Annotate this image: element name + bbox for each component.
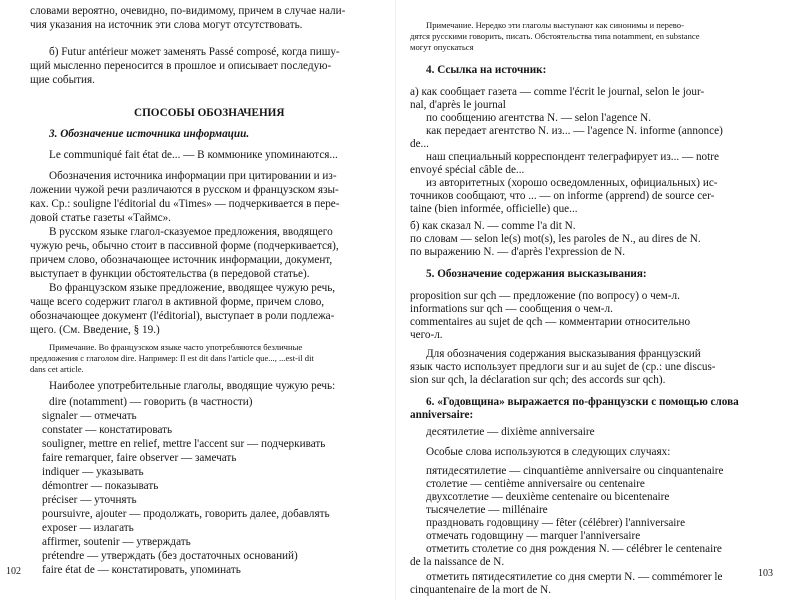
- text-line: язык часто использует предлоги sur и au sujet de (ср.: une discus-: [410, 361, 716, 373]
- text-line: proposition sur qch — предложение (по вопросу) о чем-л.: [410, 290, 680, 302]
- text-line: обозначающее документ (l'éditorial), выступает в роли подлежа-: [30, 310, 335, 322]
- text-line: а) как сообщает газета — comme l'écrit le journal, selon le jour-: [410, 86, 705, 98]
- list-item: de la naissance de N.: [410, 556, 505, 568]
- list-item: indiquer — указывать: [42, 466, 144, 478]
- text-line: чия указания на источник эти слова могут отсутствовать.: [30, 19, 303, 31]
- list-item: праздновать годовщину — fêter (célébrer) l'anniversaire: [426, 517, 686, 529]
- text-line: словами вероятно, очевидно, по-видимому, причем в случае нали-: [30, 5, 346, 17]
- list-item: constater — констатировать: [42, 424, 173, 436]
- list-item: faire état de — констатировать, упоминать: [42, 564, 241, 576]
- text-line: по сообщению агентства N. — selon l'agence N.: [426, 112, 651, 124]
- list-item: souligner, mettre en relief, mettre l'accent sur — подчеркивать: [42, 438, 326, 450]
- text-line: sion sur qch, la déclaration sur qch; des accords sur qch).: [410, 374, 666, 386]
- subsection-heading: anniversaire:: [410, 409, 474, 421]
- list-item: faire remarquer, faire observer — замечать: [42, 452, 237, 464]
- list-item: столетие — centième anniversaire ou centenaire: [426, 478, 645, 490]
- text-line: причем слово, обозначающее источник информации, документ,: [30, 254, 333, 266]
- list-item: prétendre — утверждать (без достаточных оснований): [42, 550, 298, 562]
- list-item: двухсотлетие — deuxième centenaire ou bicentenaire: [426, 491, 670, 503]
- right-page: [396, 0, 793, 600]
- text-line: наш специальный корреспондент телеграфирует из... — notre: [426, 151, 719, 163]
- list-item: affirmer, soutenir — утверждать: [42, 536, 191, 548]
- text-line: как передает агентство N. из... — l'agence N. informe (annonce): [426, 125, 723, 137]
- list-item: пятидесятилетие — cinquantième anniversaire ou cinquantenaire: [426, 465, 724, 477]
- list-item: отметить столетие со дня рождения N. — célébrer le centenaire: [426, 543, 722, 555]
- text-line: Le communiqué fait état de... — В коммюнике упоминаются...: [49, 149, 338, 161]
- note-line: dans cet article.: [30, 364, 84, 374]
- list-item: cinquantenaire de la mort de N.: [410, 584, 552, 596]
- text-line: щего. (См. Введение, § 19.): [30, 324, 160, 336]
- left-page: [0, 0, 396, 600]
- list-item: préciser — уточнять: [42, 494, 137, 506]
- text-line: ложении чужой речи различаются в русском и французском язы-: [30, 184, 339, 196]
- subsection-heading: 6. «Годовщина» выражается по-французски с помощью слова: [426, 396, 739, 408]
- text-line: чаще всего содержит глагол в активной форме, причем слово,: [30, 296, 325, 308]
- text-line: щий мысленно переносится в прошлое и описывает последую-: [30, 60, 332, 72]
- text-line: informations sur qch — сообщения о чем-л.: [410, 303, 613, 315]
- text-line: по выражению N. — d'après l'expression de N.: [410, 246, 626, 258]
- text-line: В русском языке глагол-сказуемое предложения, вводящего: [49, 226, 333, 238]
- text-line: довой статье газеты «Таймс».: [30, 212, 171, 224]
- note-line: предложения с глаголом dire. Например: Il est dit dans l'article que..., ...est-il dit: [30, 353, 314, 363]
- list-item: exposer — излагать: [42, 522, 134, 534]
- text-line: Наиболее употребительные глаголы, вводящие чужую речь:: [49, 380, 336, 392]
- text-line: Во французском языке предложение, вводящее чужую речь,: [49, 282, 336, 294]
- text-line: точников сообщают, что ... — on informe (apprend) de source cer-: [410, 190, 715, 202]
- text-line: commentaires au sujet de qch — комментарии относительно: [410, 316, 691, 328]
- section-heading: СПОСОБЫ ОБОЗНАЧЕНИЯ: [134, 107, 285, 119]
- text-line: Особые слова используются в следующих случаях:: [426, 446, 671, 458]
- text-line: nal, d'après le journal: [410, 99, 506, 111]
- text-line: из авторитетных (хорошо осведомленных, официальных) ис-: [426, 177, 718, 189]
- text-line: Для обозначения содержания высказывания французский: [426, 348, 701, 360]
- text-line: чего-л.: [410, 329, 443, 341]
- list-item: отмечать годовщину — marquer l'anniversaire: [426, 530, 641, 542]
- note-line: Примечание. Нередко эти глаголы выступают как синонимы и перево-: [426, 20, 684, 30]
- subsection-heading: 3. Обозначение источника информации.: [49, 128, 250, 140]
- note-line: могут опускаться: [410, 42, 474, 52]
- text-line: ках. Ср.: souligne l'éditorial du «Times» — подчеркивается в пере-: [30, 198, 340, 210]
- subsection-heading: 5. Обозначение содержания высказывания:: [426, 268, 647, 280]
- text-line: чужую речь, обычно стоит в пассивной форме (подчеркивается),: [30, 240, 339, 252]
- text-line: б) как сказал N. — comme l'a dit N.: [410, 220, 576, 232]
- text-line: б) Futur antérieur может заменять Passé composé, когда пишу-: [49, 46, 340, 58]
- text-line: de...: [410, 138, 429, 150]
- note-line: дятся русскими говорить, писать. Обстоятельства типа notamment, en substance: [410, 31, 700, 41]
- text-line: taine (bien informée, officielle) que...: [410, 203, 578, 215]
- text-line: по словам — selon le(s) mot(s), les paroles de N., au dires de N.: [410, 233, 701, 245]
- list-item: signaler — отмечать: [42, 410, 137, 422]
- list-item: отметить пятидесятилетие со дня смерти N. — commémorer le: [426, 571, 723, 583]
- list-item: тысячелетие — millénaire: [426, 504, 548, 516]
- page-number: 103: [758, 568, 773, 579]
- list-item: poursuivre, ajouter — продолжать, говорить далее, добавлять: [42, 508, 330, 520]
- page-number: 102: [6, 566, 21, 577]
- list-item: démontrer — показывать: [42, 480, 159, 492]
- text-line: Обозначения источника информации при цитировании и из-: [49, 170, 337, 182]
- text-line: десятилетие — dixième anniversaire: [426, 426, 595, 438]
- text-line: envoyé spécial câble de...: [410, 164, 525, 176]
- text-line: щие события.: [30, 74, 95, 86]
- list-item: dire (notamment) — говорить (в частности): [49, 396, 253, 408]
- text-line: выступает в функции обстоятельства (в передовой статье).: [30, 268, 310, 280]
- subsection-heading: 4. Ссылка на источник:: [426, 64, 547, 76]
- note-line: Примечание. Во французском языке часто употребляются безличные: [49, 342, 303, 352]
